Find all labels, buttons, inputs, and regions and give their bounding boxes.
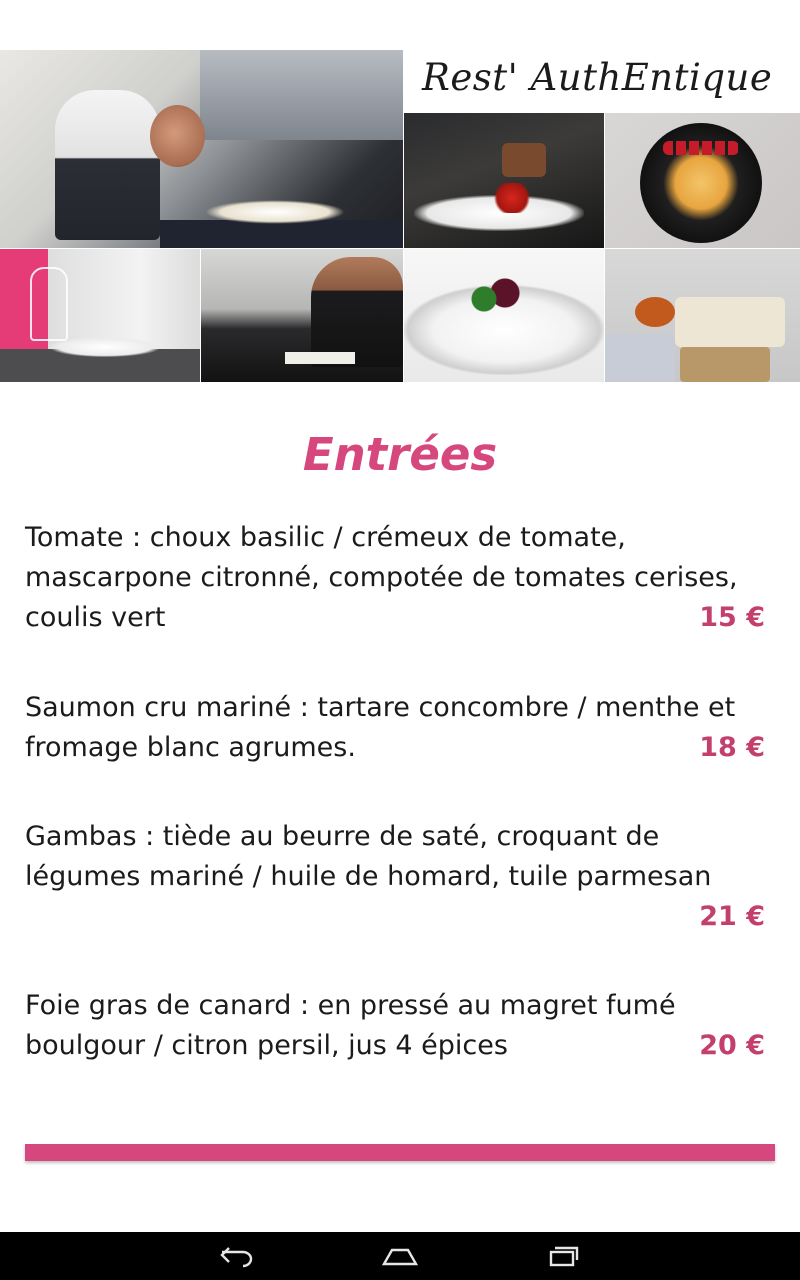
menu-item-description <box>25 817 765 897</box>
menu-item-line: légumes mariné / huile de homard, tuile parmesan <box>25 861 712 892</box>
recent-apps-icon <box>543 1244 583 1268</box>
restaurant-logo: Rest' AuthEntique <box>422 56 773 99</box>
chef-head <box>150 105 205 167</box>
back-icon <box>217 1244 257 1268</box>
home-button[interactable] <box>370 1238 430 1274</box>
cheese-platter-photo <box>605 249 800 382</box>
menu-item-line: Saumon cru mariné : tartare concombre / menthe et <box>25 692 736 723</box>
menu-item-line: boulgour / citron persil, jus 4 épices <box>25 1030 508 1061</box>
dish-garnish <box>466 275 526 315</box>
menu-item-price: 20 € <box>699 1030 765 1061</box>
menu-item-line: Tomate : choux basilic / crémeux de tomate, <box>25 522 626 553</box>
cherry-tomatoes <box>492 183 532 213</box>
aged-cheese <box>680 347 770 382</box>
chef-photo <box>0 50 403 248</box>
menu-item-price: 18 € <box>699 732 765 763</box>
menu-item <box>25 986 765 1066</box>
dessert-preparation-photo <box>404 113 604 248</box>
section-title: Entrées <box>302 428 498 481</box>
chef-figure <box>55 90 160 240</box>
bowl-dish-photo <box>404 249 604 382</box>
menu-item-line: fromage blanc agrumes. <box>25 732 356 763</box>
section-divider <box>25 1144 775 1161</box>
back-button[interactable] <box>207 1238 267 1274</box>
menu-item-line: mascarpone citronné, compotée de tomates cerises, <box>25 562 738 593</box>
cook-figure <box>311 257 403 367</box>
sauce-pot <box>502 143 546 177</box>
plated-dish-photo <box>605 113 800 248</box>
home-icon <box>378 1244 422 1268</box>
plating-board <box>285 352 355 364</box>
system-nav-bar <box>0 1232 800 1280</box>
berries-garnish <box>663 141 739 155</box>
menu-item-description <box>25 518 765 638</box>
menu-item-description <box>25 688 765 768</box>
kitchen-hood <box>200 50 403 140</box>
menu-item-line: Gambas : tiède au beurre de saté, croquant de <box>25 821 660 852</box>
photo-collage <box>0 50 800 382</box>
table-plate <box>50 337 160 357</box>
menu-item <box>25 518 765 638</box>
blue-cheese <box>605 334 675 382</box>
menu-item <box>25 688 765 768</box>
cheese-slice <box>675 297 785 347</box>
recent-apps-button[interactable] <box>533 1238 593 1274</box>
kitchen-counter <box>160 220 403 248</box>
menu-item-description <box>25 986 765 1066</box>
table-setting-photo <box>0 249 200 382</box>
plates-on-counter <box>205 200 345 224</box>
menu-item-line: Foie gras de canard : en pressé au magret fumé <box>25 990 676 1021</box>
wine-glass <box>30 267 68 341</box>
jam-pot <box>635 297 675 327</box>
menu-item-price: 15 € <box>699 602 765 633</box>
logo-banner <box>404 50 800 113</box>
menu-item <box>25 817 765 932</box>
menu-item-line: coulis vert <box>25 602 166 633</box>
menu-item-price: 21 € <box>699 901 765 932</box>
cook-plating-photo <box>201 249 403 382</box>
